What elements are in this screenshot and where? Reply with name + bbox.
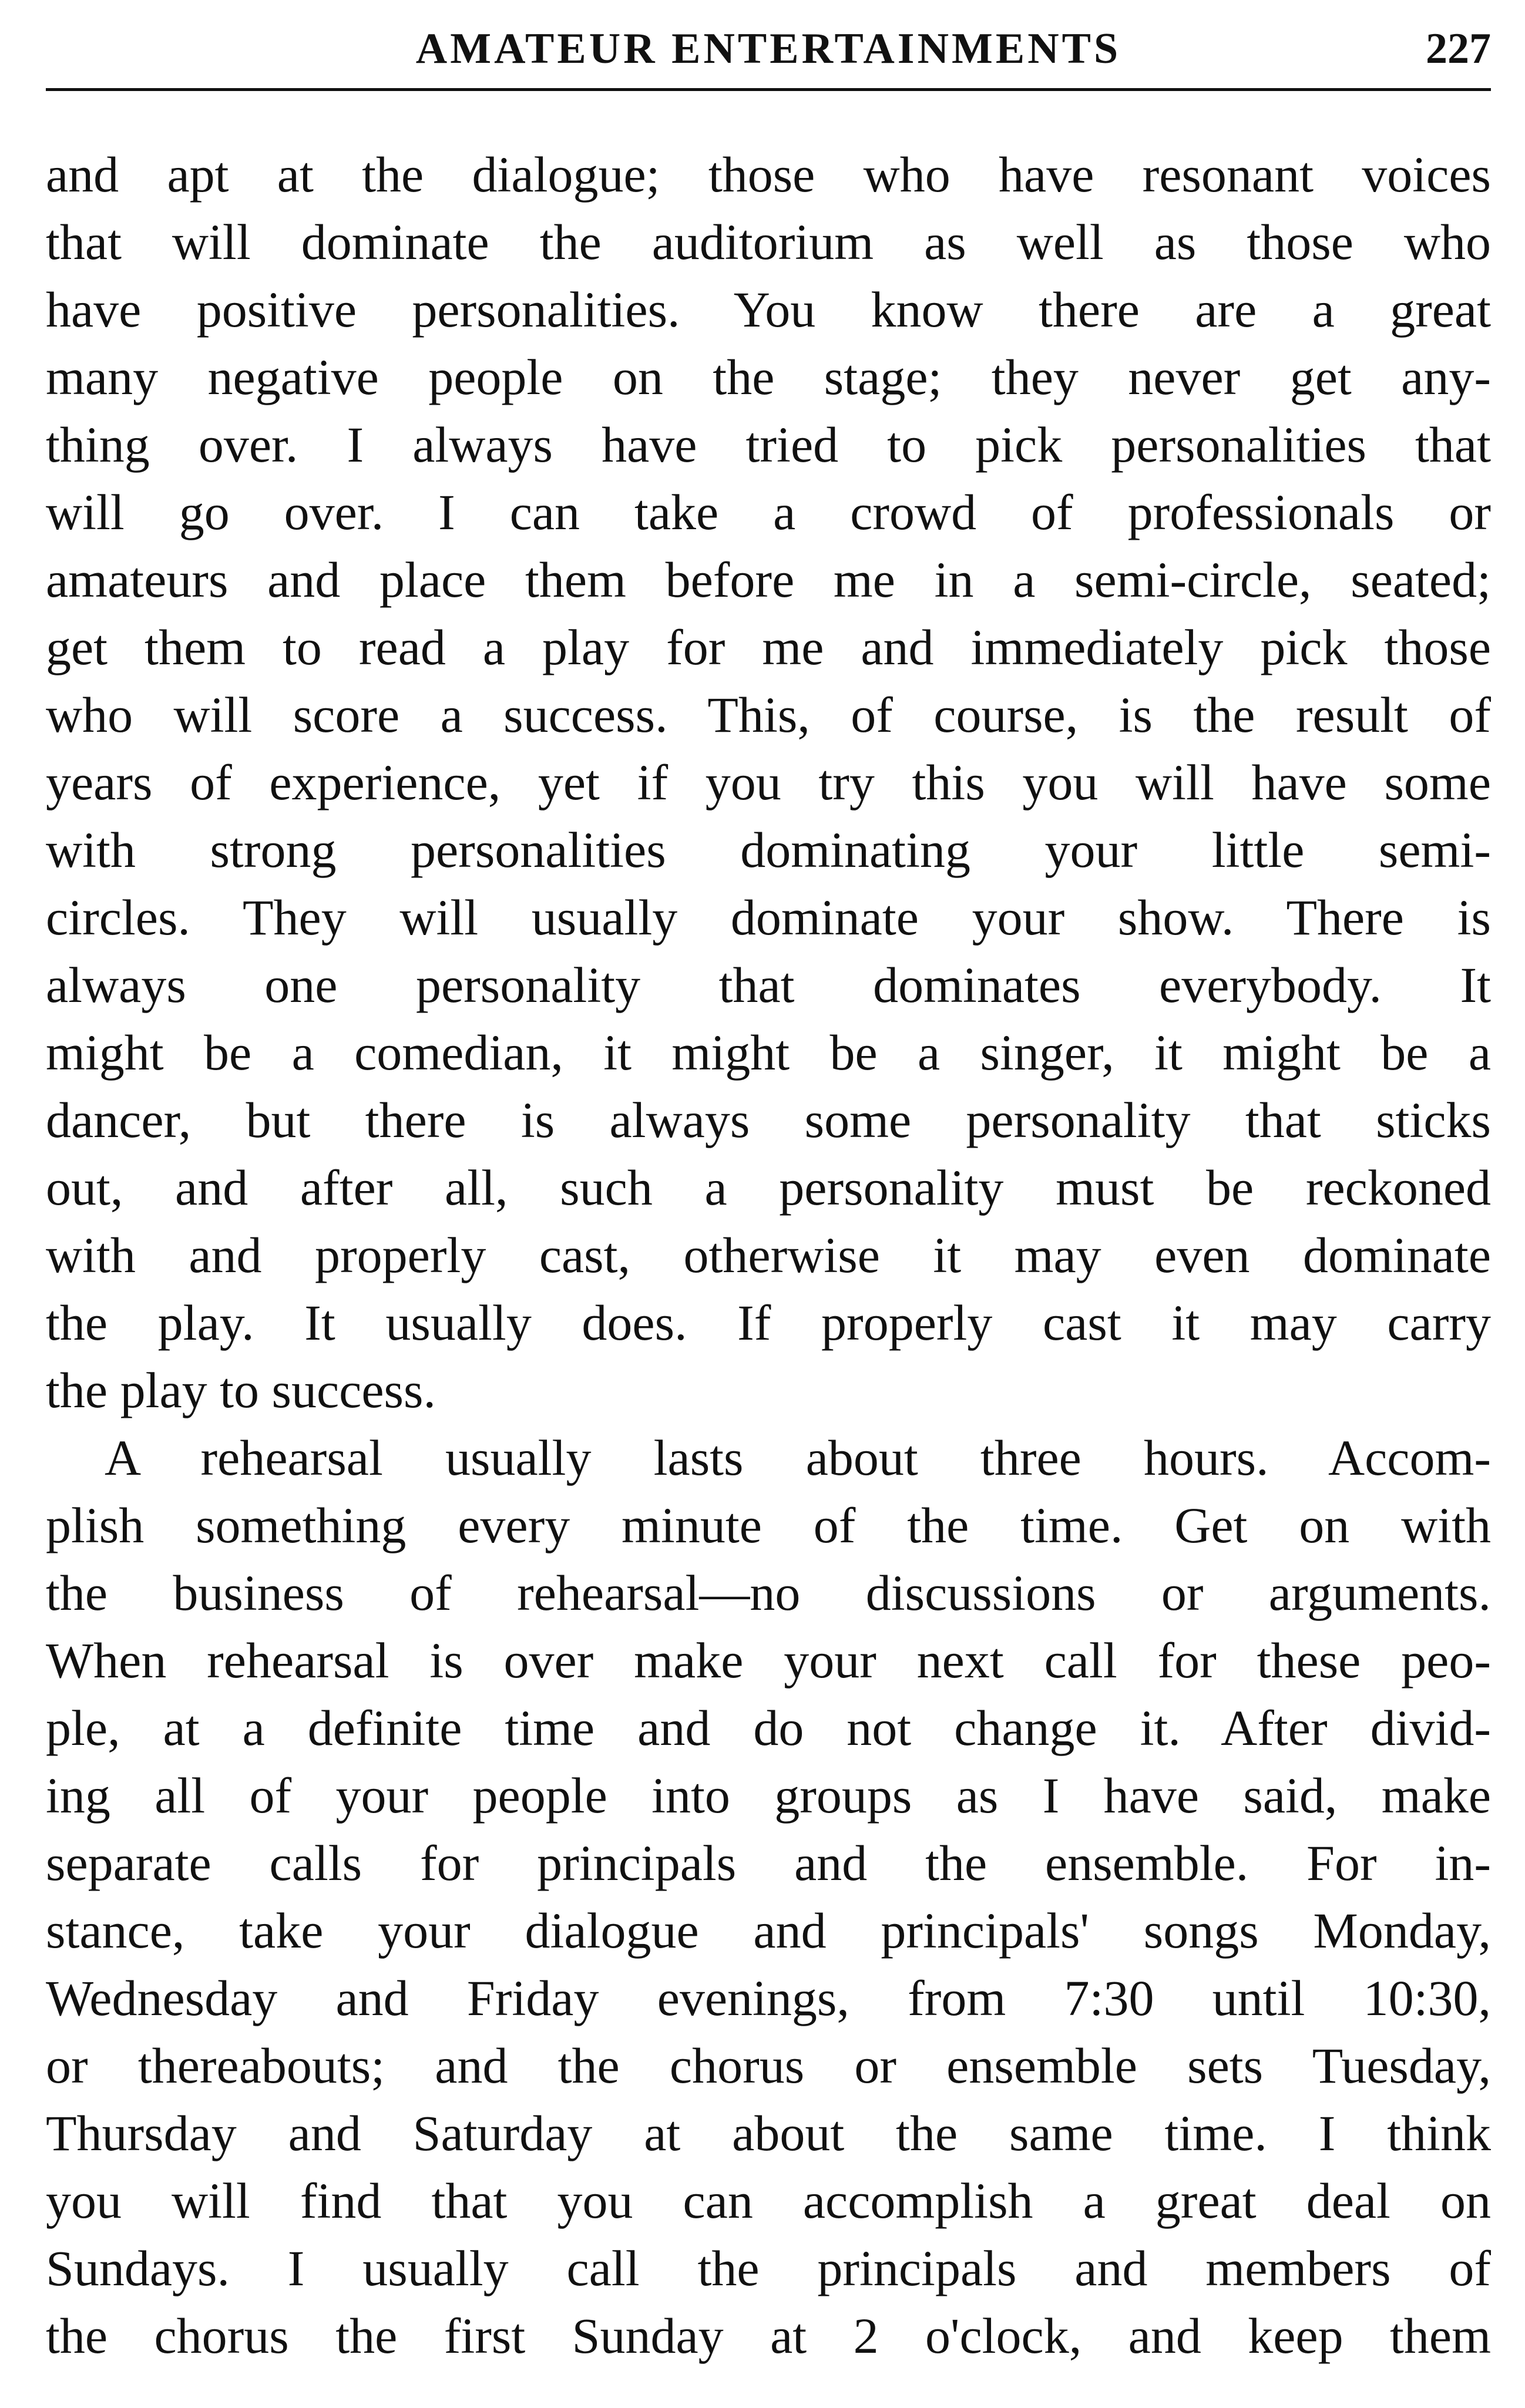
text-line: have positive personalities. You know there are a great bbox=[46, 281, 1491, 338]
text-line: Sundays. I usually call the principals and members of bbox=[46, 2240, 1491, 2296]
text-line: plish something every minute of the time. Get on with bbox=[46, 1497, 1491, 1553]
running-head bbox=[46, 22, 1491, 75]
text-line: the play. It usually does. If properly cast it may carry bbox=[46, 1294, 1491, 1351]
text-line: out, and after all, such a personality must be reckoned bbox=[46, 1159, 1491, 1216]
text-line: that will dominate the auditorium as well as those who bbox=[46, 214, 1491, 270]
text-line: years of experience, yet if you try this you will have some bbox=[46, 754, 1491, 810]
header-rule bbox=[46, 88, 1491, 91]
text-line: ple, at a definite time and do not change it. After divid- bbox=[46, 1700, 1491, 1756]
paragraph-end-line: the play to success. bbox=[46, 1362, 436, 1418]
text-line: ing all of your people into groups as I have said, make bbox=[46, 1767, 1491, 1824]
text-line: stance, take your dialogue and principals' songs Monday, bbox=[46, 1902, 1491, 1959]
text-line: Wednesday and Friday evenings, from 7:30 until 10:30, bbox=[46, 1970, 1491, 2026]
text-line: with and properly cast, otherwise it may even dominate bbox=[46, 1227, 1491, 1283]
text-line: get them to read a play for me and immediately pick those bbox=[46, 619, 1491, 675]
text-line: always one personality that dominates everybody. It bbox=[46, 957, 1491, 1013]
text-line: and apt at the dialogue; those who have resonant voices bbox=[46, 146, 1491, 203]
text-line: you will find that you can accomplish a great deal on bbox=[46, 2172, 1491, 2229]
text-line: the chorus the first Sunday at 2 o'clock, and keep them bbox=[46, 2308, 1491, 2364]
text-line: separate calls for principals and the ensemble. For in- bbox=[46, 1835, 1491, 1891]
running-title: AMATEUR ENTERTAINMENTS bbox=[415, 25, 1121, 73]
text-line: When rehearsal is over make your next call for these peo- bbox=[46, 1632, 1491, 1689]
text-line: might be a comedian, it might be a singer, it might be a bbox=[46, 1024, 1491, 1081]
paragraph-first-line: A rehearsal usually lasts about three hours. Accom- bbox=[105, 1430, 1491, 1486]
text-line: thing over. I always have tried to pick personalities that bbox=[46, 416, 1491, 473]
text-line: the business of rehearsal—no discussions or arguments. bbox=[46, 1565, 1491, 1621]
text-line: many negative people on the stage; they never get any- bbox=[46, 349, 1491, 405]
text-line: or thereabouts; and the chorus or ensemble sets Tuesday, bbox=[46, 2037, 1491, 2094]
text-line: amateurs and place them before me in a semi-circle, seated; bbox=[46, 551, 1491, 608]
text-line: with strong personalities dominating your little semi- bbox=[46, 822, 1491, 878]
body-text bbox=[46, 141, 1491, 2370]
text-line: dancer, but there is always some personality that sticks bbox=[46, 1092, 1491, 1148]
text-line: Thursday and Saturday at about the same time. I think bbox=[46, 2105, 1491, 2161]
text-line: who will score a success. This, of course, is the result of bbox=[46, 687, 1491, 743]
text-line: circles. They will usually dominate your show. There is bbox=[46, 889, 1491, 946]
text-line: will go over. I can take a crowd of professionals or bbox=[46, 484, 1491, 540]
page-number: 227 bbox=[1426, 25, 1491, 73]
